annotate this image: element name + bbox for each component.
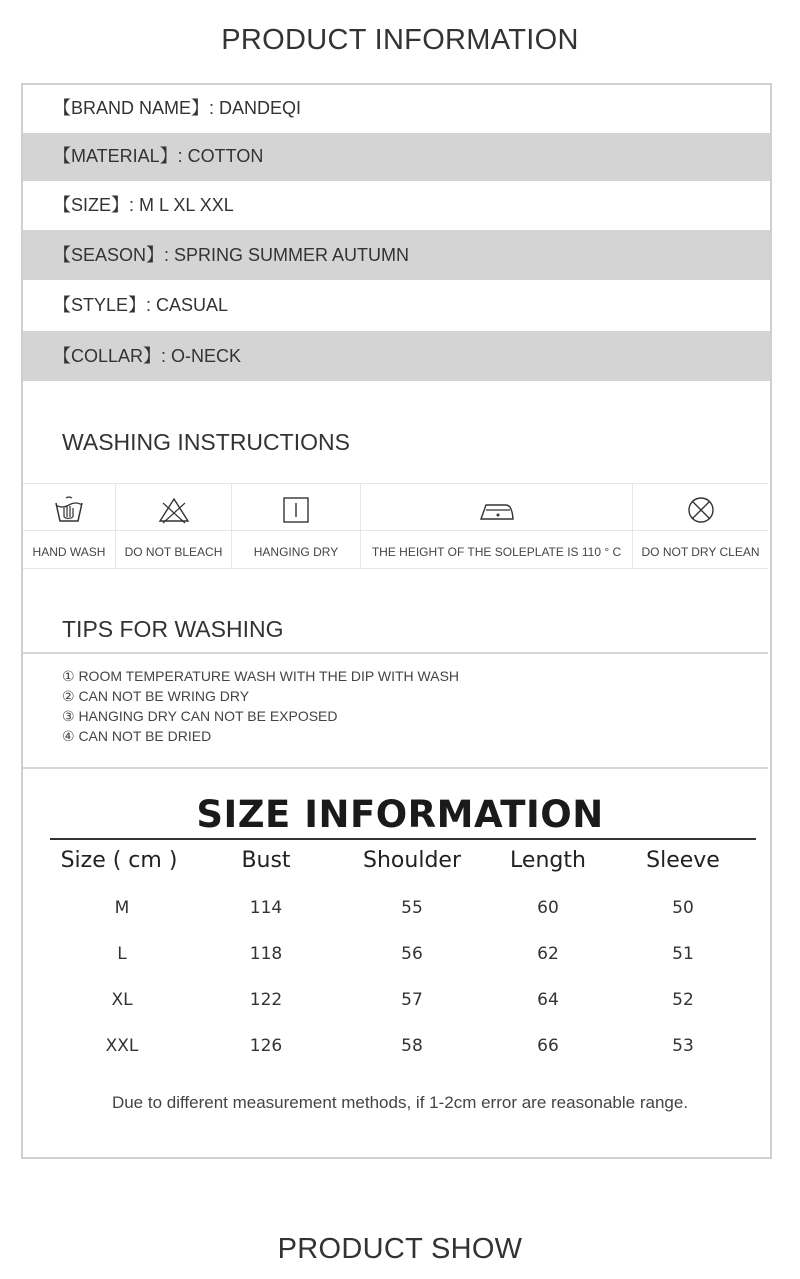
size-cell: 62 xyxy=(537,944,559,964)
info-row-brand: 【BRAND NAME】: DANDEQI xyxy=(53,98,302,118)
info-row-size: 【SIZE】: M L XL XXL xyxy=(53,195,234,215)
size-info-rule xyxy=(50,838,756,840)
size-cell: 122 xyxy=(249,990,283,1010)
wash-cell-iron xyxy=(361,484,633,568)
info-row-season: 【SEASON】: SPRING SUMMER AUTUMN xyxy=(23,230,770,280)
size-cell: 118 xyxy=(249,944,283,964)
hanging-dry-icon xyxy=(232,492,360,528)
info-row-collar: 【COLLAR】: O-NECK xyxy=(23,331,770,381)
size-header-length: Length xyxy=(510,848,586,873)
wash-cell-do-not-bleach xyxy=(116,484,232,568)
tips-divider-bottom xyxy=(23,767,768,769)
size-cell: L xyxy=(117,944,127,964)
wash-label-hanging-dry: HANGING DRY xyxy=(253,545,339,559)
info-row-style: 【STYLE】: CASUAL xyxy=(53,295,229,315)
wash-label-do-not-bleach: DO NOT BLEACH xyxy=(124,545,223,559)
size-cell: 57 xyxy=(401,990,423,1010)
washing-table xyxy=(23,483,768,569)
size-cell: 50 xyxy=(672,898,694,918)
size-cell: 58 xyxy=(401,1036,423,1056)
page-title: PRODUCT INFORMATION xyxy=(221,24,579,56)
tip-item-2: ② CAN NOT BE WRING DRY xyxy=(62,688,250,704)
iron-icon xyxy=(361,492,632,528)
size-cell: 64 xyxy=(537,990,559,1010)
size-cell: 114 xyxy=(249,898,283,918)
size-cell: 56 xyxy=(401,944,423,964)
wash-cell-hanging-dry xyxy=(232,484,361,568)
info-row-material: 【MATERIAL】: COTTON xyxy=(23,133,770,181)
wash-cell-hand-wash xyxy=(23,484,116,568)
size-cell: M xyxy=(114,898,130,918)
size-cell: 51 xyxy=(672,944,694,964)
size-cell: XL xyxy=(111,990,133,1010)
wash-label-do-not-dry-clean: DO NOT DRY CLEAN xyxy=(641,545,760,559)
washing-instructions-title: WASHING INSTRUCTIONS xyxy=(62,429,350,455)
product-show-title: PRODUCT SHOW xyxy=(277,1233,523,1265)
size-info-note: Due to different measurement methods, if 1-2cm error are reasonable range. xyxy=(111,1093,689,1112)
tips-title: TIPS FOR WASHING xyxy=(62,616,284,642)
do-not-dry-clean-icon xyxy=(633,492,768,528)
size-cell: 60 xyxy=(537,898,559,918)
tip-item-4: ④ CAN NOT BE DRIED xyxy=(62,728,212,744)
tip-item-1: ① ROOM TEMPERATURE WASH WITH THE DIP WITH WASH xyxy=(62,668,460,684)
size-header-size: Size ( cm ) xyxy=(60,848,178,873)
size-cell: 126 xyxy=(249,1036,283,1056)
size-cell: 55 xyxy=(401,898,423,918)
size-cell: 53 xyxy=(672,1036,694,1056)
wash-cell-do-not-dry-clean xyxy=(633,484,768,568)
size-cell: 52 xyxy=(672,990,694,1010)
wash-label-iron: THE HEIGHT OF THE SOLEPLATE IS 110 ° C xyxy=(371,545,622,559)
size-header-sleeve: Sleeve xyxy=(646,848,720,873)
wash-label-hand-wash: HAND WASH xyxy=(32,545,106,559)
size-cell: XXL xyxy=(105,1036,139,1056)
tips-divider-top xyxy=(23,652,768,654)
size-header-bust: Bust xyxy=(241,848,291,873)
tip-item-3: ③ HANGING DRY CAN NOT BE EXPOSED xyxy=(62,708,338,724)
size-header-shoulder: Shoulder xyxy=(363,848,461,873)
size-info-title: SIZE INFORMATION xyxy=(196,793,604,836)
do-not-bleach-icon xyxy=(116,492,231,528)
hand-wash-icon xyxy=(23,492,115,528)
size-cell: 66 xyxy=(537,1036,559,1056)
